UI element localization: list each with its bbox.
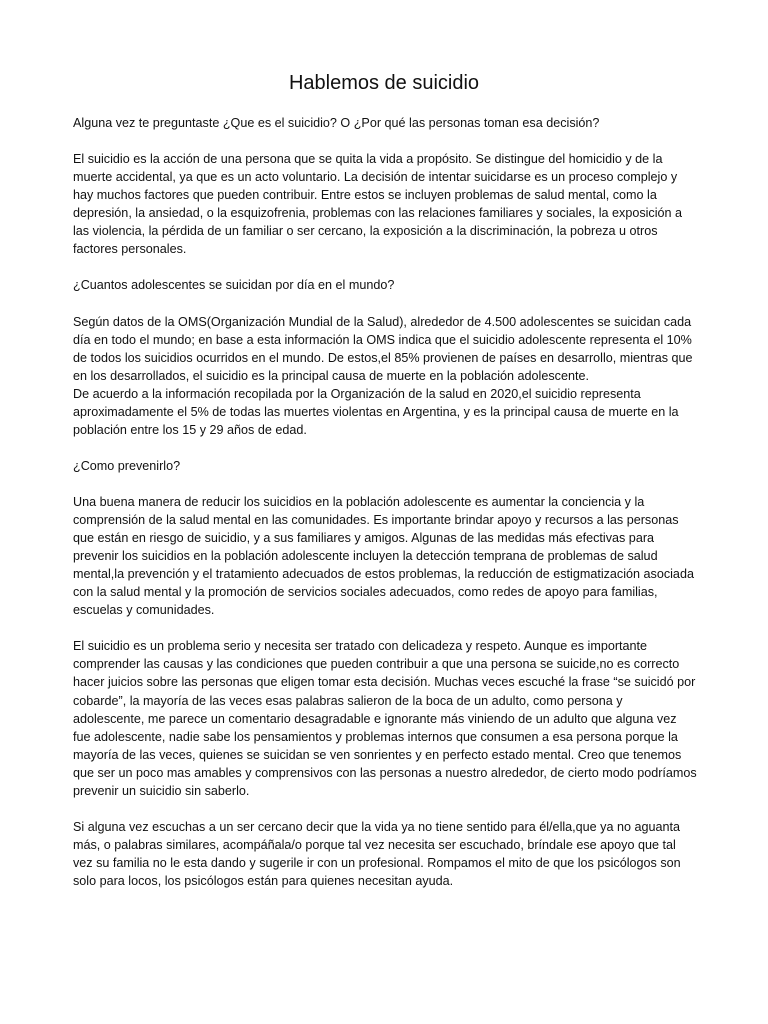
paragraph-definition: El suicidio es la acción de una persona que se quita la vida a propósito. Se distingue del homicidio y de la muerte accidental, ya que es un acto voluntario. La decisión de intentar suicidarse es un proceso complejo y hay muchos factores que pueden contribuir. Entre estos se incluyen problemas de salud mental, como la depresión, la ansiedad, o la esquizofrenia, problemas con las relaciones familiares y sociales, la exposición a las violencia, la pérdida de un familiar o ser cercano, la exposición a la discriminación, la pobreza u otros factores personales.: [73, 152, 683, 257]
paragraph-argentina-data: De acuerdo a la información recopilada por la Organización de la salud en 2020,el suicidio representa aproximadamente el 5% de todas las muertes violentas en Argentina, y es la principal causa de muerte en la población entre los 15 y 29 años de edad.: [73, 386, 679, 437]
paragraph-advice: Si alguna vez escuchas a un ser cercano decir que la vida ya no tiene sentido para él/ella,que ya no aguanta más, o palabras similares, acompáñala/o porque tal vez necesita ser escuchado, bríndale ese apoyo que tal vez su familia no le esta dando y sugerile ir con un profesional. Rompamos el mito de que los psicólogos son solo para locos, los psicólogos están para quienes necesitan ayuda.: [73, 819, 681, 888]
intro-question: Alguna vez te preguntaste ¿Que es el suicidio? O ¿Por qué las personas toman esa decisión?: [73, 116, 600, 130]
paragraph-oms-data: Según datos de la OMS(Organización Mundial de la Salud), alrededor de 4.500 adolescentes se suicidan cada día en todo el mundo; en base a esta información la OMS indica que el suicidio adolescente representa el 10% de todos los suicidios ocurridos en el mundo. De estos,el 85% provienen de países en desarrollo, mientras que en los desarrollados, el suicidio es la principal causa de muerte en la población adolescente.: [73, 314, 693, 383]
section-question-prevention: ¿Como prevenirlo?: [73, 458, 181, 473]
paragraph-prevention: Una buena manera de reducir los suicidios en la población adolescente es aumentar la conciencia y la comprensión de la salud mental en las comunidades. Es importante brindar apoyo y recursos a las personas que están en riesgo de suicidio, y a sus familiares y amigos. Algunas de las medidas más efectivas para prevenir los suicidios en la población adolescente incluyen la detección temprana de problemas de salud mental,la prevención y el tratamiento adecuados de estos problemas, la reducción de estigmatización asociada con la salud mental y la promoción de servicios sociales adecuados, como redes de apoyo para familias, escuelas y comunidades.: [73, 494, 694, 618]
document-title: Hablemos de suicidio: [288, 72, 480, 94]
section-question-statistics: ¿Cuantos adolescentes se suicidan por día en el mundo?: [73, 278, 395, 293]
paragraph-opinion: El suicidio es un problema serio y necesita ser tratado con delicadeza y respeto. Aunque es importante comprender las causas y las condiciones que pueden contribuir a que una persona se suicide,no es correcto hacer juicios sobre las personas que eligen tomar esta decisión. Muchas veces escuché la frase “se suicidó por cobarde”, la mayoría de las veces esas palabras salieron de la boca de un adulto, como persona y adolescente, me parece un comentario desagradable e ignorante más viniendo de un adulto que alguna vez fue adolescente, nadie sabe los pensamientos y problemas internos que consumen a esa persona porque la mayoría de las veces, quienes se suicidan se ven sonrientes y en perfecto estado mental. Creo que tenemos que ser un poco mas amables y comprensivos con las personas a nuestro alrededor, de cierto modo podríamos prevenir un suicidio sin saberlo.: [73, 639, 697, 798]
document-body: [73, 114, 697, 908]
